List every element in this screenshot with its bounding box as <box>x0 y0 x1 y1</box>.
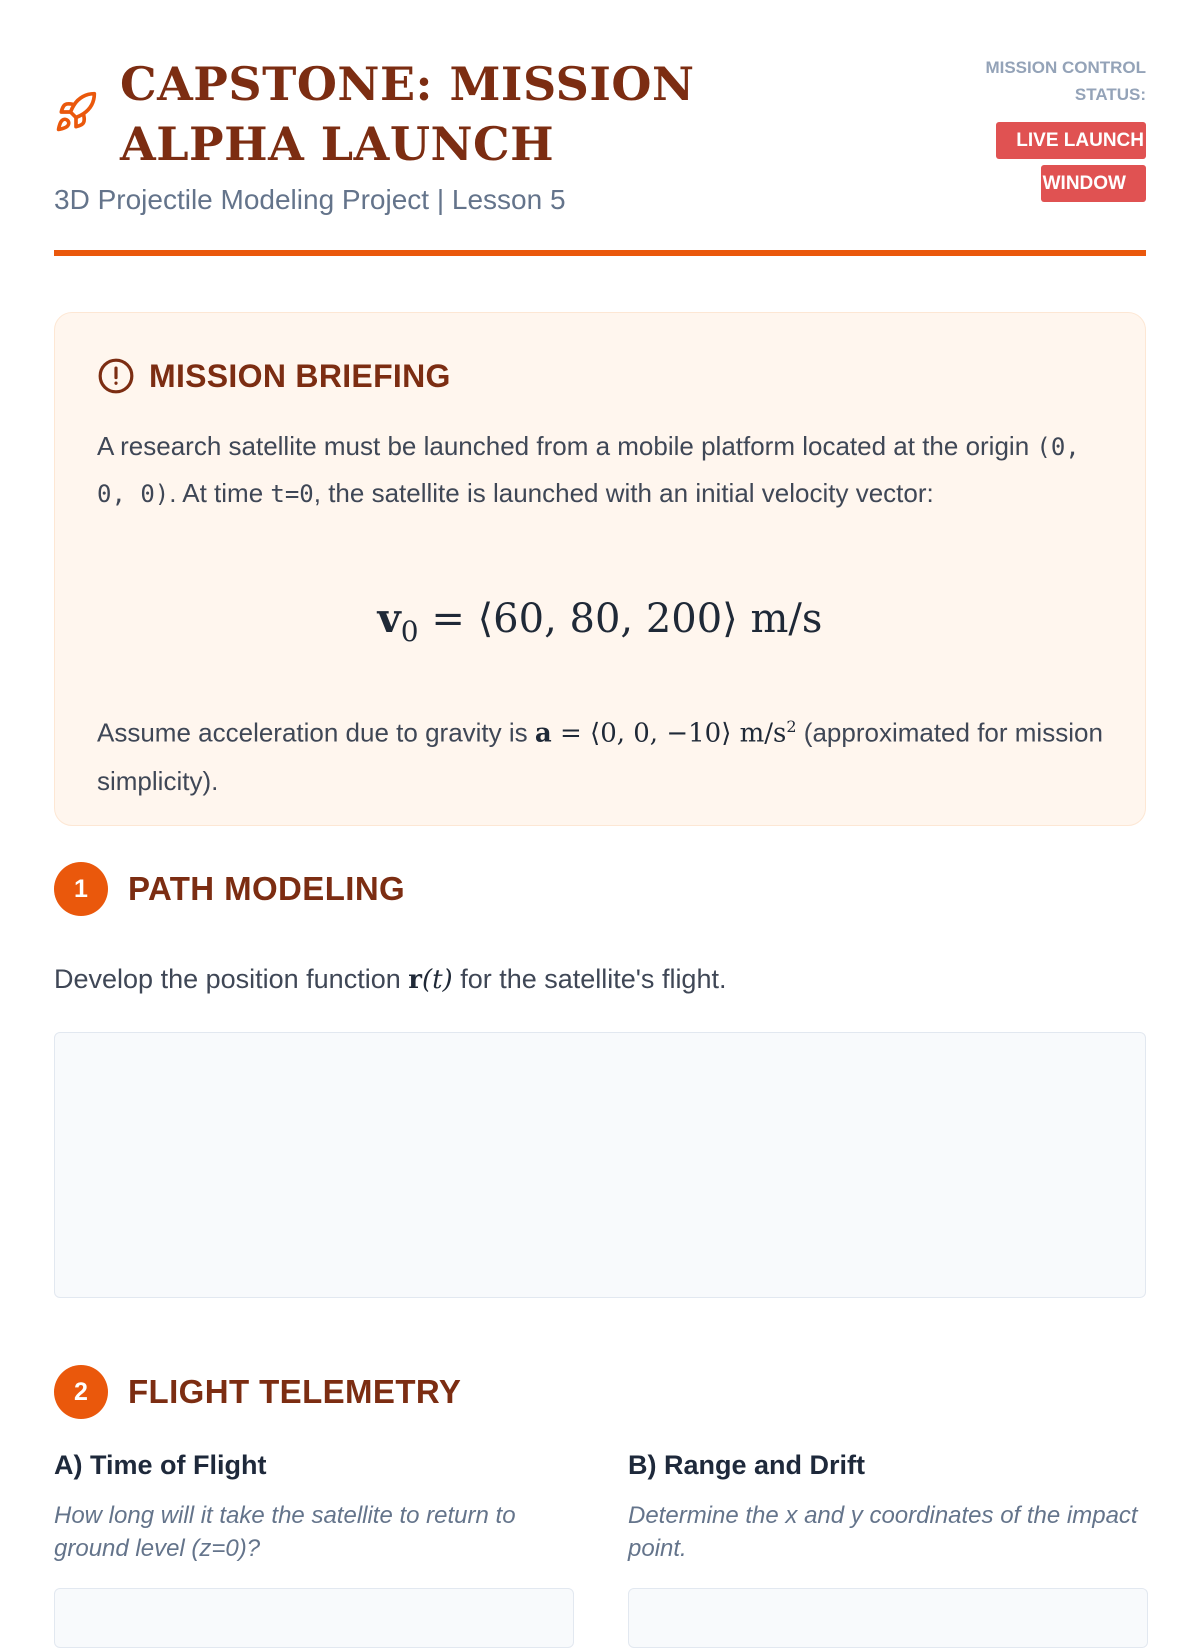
section-1-header <box>54 862 405 916</box>
position-function-answer-box[interactable] <box>54 1032 1146 1298</box>
status-badge <box>996 122 1146 208</box>
part-b-title: B) Range and Drift <box>628 1450 866 1480</box>
part-a-title: A) Time of Flight <box>54 1450 267 1480</box>
gravity-text-end: (approximated for mission simplicity). <box>97 717 1103 796</box>
briefing-text-3: , the satellite is launched with an initial velocity vector: <box>313 478 934 508</box>
rocket-icon <box>54 90 98 134</box>
accel-exponent: 2 <box>786 717 797 736</box>
mission-briefing-card <box>54 312 1146 826</box>
section-1-title: PATH MODELING <box>128 870 406 907</box>
alert-circle-icon <box>97 357 135 395</box>
velocity-subscript: 0 <box>400 615 419 648</box>
section-2-title: FLIGHT TELEMETRY <box>128 1373 462 1410</box>
origin-code: (0, 0, 0) <box>97 433 1080 508</box>
velocity-symbol: v <box>377 595 401 642</box>
accel-value: = ⟨0, 0, −10⟩ m/s <box>551 718 787 749</box>
part-b-answer-box[interactable] <box>628 1588 1148 1648</box>
header-divider <box>54 250 1146 256</box>
accel-symbol: a <box>534 718 552 749</box>
status-badge-line-2: WINDOW <box>1041 165 1146 202</box>
part-b-range-and-drift <box>628 1450 1148 1565</box>
worksheet-page <box>54 0 1146 1562</box>
briefing-paragraph <box>97 423 1103 517</box>
section-2-number: 2 <box>54 1365 108 1419</box>
page-subtitle: 3D Projectile Modeling Project | Lesson 5 <box>54 184 566 215</box>
briefing-title: MISSION BRIEFING <box>149 357 451 394</box>
status-badge-line-1: LIVE LAUNCH <box>996 122 1146 159</box>
gravity-paragraph <box>97 703 1103 805</box>
briefing-text-2: . At time <box>169 478 271 508</box>
status-label: MISSION CONTROL STATUS: <box>985 58 1146 104</box>
position-arg: (t) <box>421 965 453 995</box>
velocity-value: = ⟨60, 80, 200⟩ m/s <box>418 596 823 642</box>
briefing-header <box>97 357 451 395</box>
gravity-text: Assume acceleration due to gravity is <box>97 717 535 748</box>
section-1-number: 1 <box>54 862 108 916</box>
header <box>54 0 1146 258</box>
part-a-question: How long will it take the satellite to return to ground level (z=0)? <box>54 1502 516 1562</box>
prompt-text-after: for the satellite's flight. <box>452 964 727 994</box>
position-symbol: r <box>408 965 422 995</box>
time-code: t=0 <box>270 480 314 508</box>
prompt-text-before: Develop the position function <box>54 964 409 994</box>
page-title: CAPSTONE: MISSION ALPHA LAUNCH <box>120 57 695 171</box>
part-b-question: Determine the x and y coordinates of the impact point. <box>628 1502 1138 1562</box>
part-a-time-of-flight <box>54 1450 574 1565</box>
velocity-equation <box>55 595 1145 648</box>
mission-status <box>946 54 1146 208</box>
section-1-prompt <box>54 964 726 995</box>
part-a-answer-box[interactable] <box>54 1588 574 1648</box>
section-2-header <box>54 1365 461 1419</box>
briefing-text-1: A research satellite must be launched from a mobile platform located at the origin <box>97 431 1037 461</box>
